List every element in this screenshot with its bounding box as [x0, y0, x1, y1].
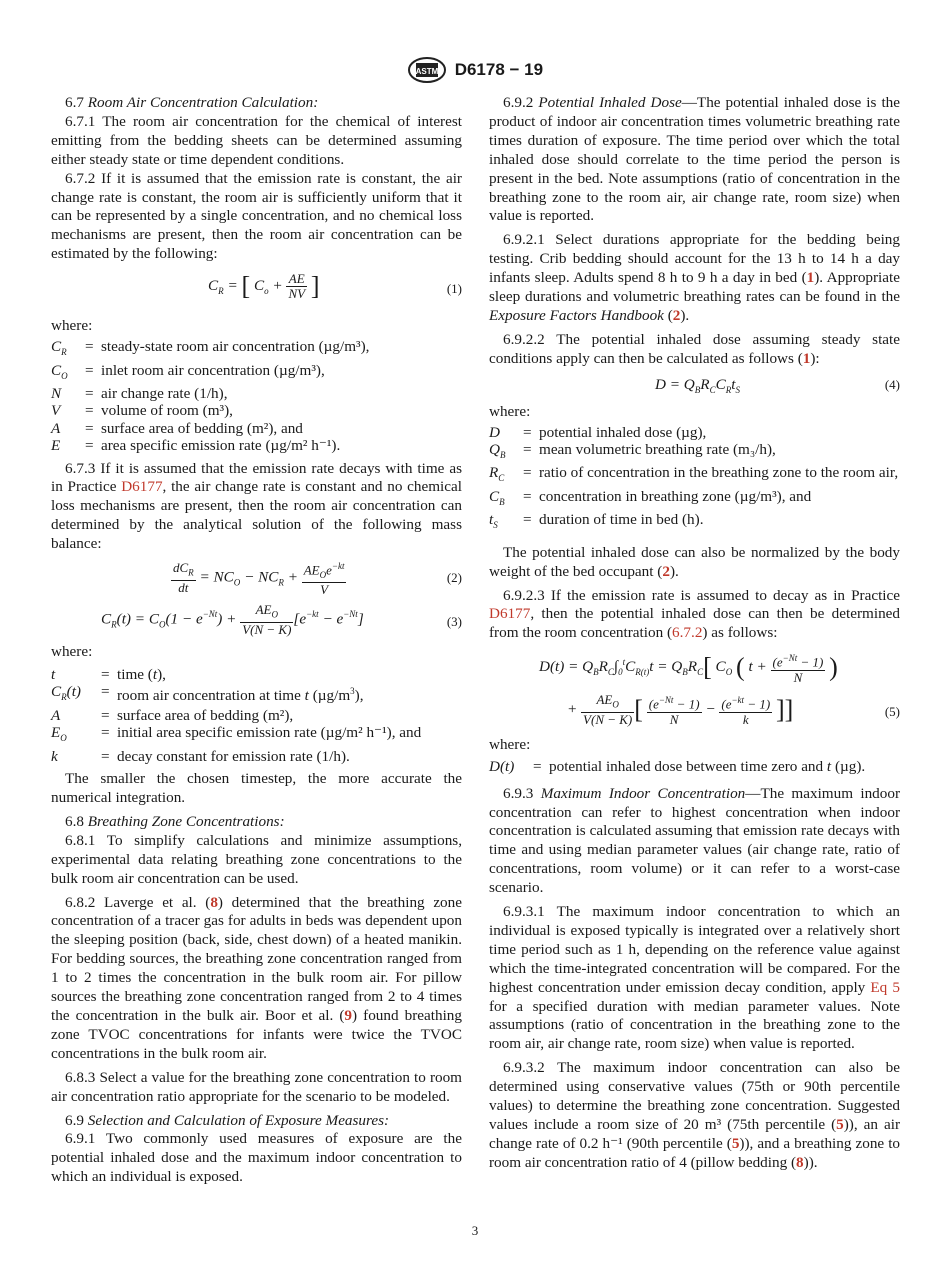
- ref-8-link[interactable]: 8: [210, 893, 218, 911]
- document-code: D6178 − 19: [454, 59, 544, 79]
- para-6-8-2: 6.8.2 Laverge et al. (8) determined that the breathing zone concentration of a tracer gas for adults in beds was dependent upon the sleeping position (back, side, chest down) of a heated manikin. For bedding sources, the breathing zone concentration ranged from 1 to 2 times the concentration in the bulk room air. For pillow sources the breathing zone concentration ranged from 2 to 4 times the concentration in the bulk air. Boor et al. (9) found breathing zone TVOC concentrations for infants were twice the TVOC concentrations in the bulk room air.: [51, 893, 462, 1062]
- var-row: $E_O$ = initial area specific emission rate (µg/m² h⁻¹), and: [51, 724, 422, 744]
- where-label-3: where:: [489, 402, 531, 420]
- var-row: k = decay constant for emission rate (1/h).: [51, 747, 350, 765]
- right-column: [489, 94, 900, 1173]
- variable-list-2: [51, 666, 421, 765]
- variable-list-1: [51, 338, 369, 455]
- var-row: D = potential inhaled dose (µg),: [489, 423, 707, 441]
- link-d6177[interactable]: D6177: [489, 605, 531, 623]
- para-6-7-1: 6.7.1 The room air concentration for the chemical of interest emitting from the bedding sheets can be determined assuming either steady state or time dependent conditions.: [51, 112, 462, 168]
- equation-1: $C_R$ = [ $C_o$ + $\frac{AE}{NV}$ ] (1): [208, 271, 462, 302]
- var-row: V = volume of room (m³),: [51, 402, 233, 420]
- para-6-9-2-2: 6.9.2.2 The potential inhaled dose assuming steady state conditions apply can then be calculated as follows (1):: [489, 330, 900, 367]
- para-6-9-1: 6.9.1 Two commonly used measures of exposure are the potential inhaled dose and the maximum indoor concentration to which an individual is exposed.: [51, 1130, 462, 1186]
- link-6-7-2[interactable]: 6.7.2: [672, 624, 703, 642]
- var-row: $C_R(t)$ = room air concentration at time t $(\mu g/m^3)$,: [51, 683, 364, 705]
- para-6-8-1: 6.8.1 To simplify calculations and minimize assumptions, experimental data relating breathing zone concentrations to the bulk room air concentration can be used.: [51, 831, 462, 887]
- var-row: N = air change rate (1/h),: [51, 384, 228, 402]
- section-6-8-heading: 6.8 Breathing Zone Concentrations:: [65, 812, 285, 830]
- ref-1-link[interactable]: 1: [806, 269, 815, 287]
- where-label-2: where:: [51, 643, 93, 661]
- link-eq-5[interactable]: Eq 5: [870, 978, 900, 996]
- where-label-4: where:: [489, 736, 531, 754]
- variable-list-3: [489, 424, 898, 535]
- equation-4: $D = Q_BR_CC_Rt_S$ (4): [655, 375, 900, 395]
- para-normalized: The potential inhaled dose can also be normalized by the body weight of the bed occupant (2).: [489, 543, 900, 580]
- ref-8-link[interactable]: 8: [796, 1153, 804, 1171]
- var-row: $C_O$ = inlet room air concentration (µg/m³),: [51, 361, 325, 381]
- ref-5-link[interactable]: 5: [836, 1116, 844, 1133]
- left-column: [51, 94, 462, 1187]
- para-timestep: The smaller the chosen timestep, the more accurate the numerical integration.: [51, 770, 462, 806]
- astm-logo-icon: [407, 56, 447, 84]
- var-row: $t_S$ = duration of time in bed (h).: [489, 511, 704, 531]
- var-row: $C_R$ = steady-state room air concentration (µg/m³),: [51, 338, 370, 358]
- section-6-9-heading: 6.9 Selection and Calculation of Exposure Measures:: [65, 1111, 390, 1129]
- var-row: $R_C$ = ratio of concentration in the breathing zone to the room air,: [489, 464, 899, 484]
- ref-2-link[interactable]: 2: [672, 306, 681, 324]
- var-row: A = surface area of bedding (m²),: [51, 706, 294, 724]
- ref-9-link[interactable]: 9: [344, 1006, 352, 1024]
- var-row: $C_B$ = concentration in breathing zone (µg/m³), and: [489, 487, 812, 507]
- para-6-8-3: 6.8.3 Select a value for the breathing zone concentration to room air concentration ratio appropriate for the scenario to be modeled.: [51, 1068, 462, 1105]
- ref-2-link[interactable]: 2: [662, 562, 670, 580]
- para-6-7-3: 6.7.3 If it is assumed that the emission rate decays with time as in Practice D6177, the air change rate is constant and no chemical loss mechanisms are present, then the room air concentration can determined by the analytical solution of the following mass balance:: [51, 459, 462, 553]
- equation-5: $D(t) = Q_BR_C\int_0^tC_{R(t)}t = Q_BR_C$[ $C_O$ ( t + $\frac{(e^{-Nt} - 1)}{N}$ ) + $\frac{AE_O}{V(N - K)}$ [ $\frac{(e^{-Nt} - 1)}{N}$ − $\frac{(e^{-kt} - 1)}{k}$ ]] (5): [539, 652, 900, 727]
- para-6-9-2-1: 6.9.2.1 Select durations appropriate for the bedding being testing. Crib bedding should account for the 13 h to 14 h a day infants sleep. Adults spend 8 h to 9 h a day in bed (1). Appropriate sleep durations and volumetric breathing rates can be found in the Exposure Factors Handbook (2).: [489, 231, 900, 324]
- equation-3: $C_R(t) = C_O(1 - e^{-Nt})$ + $\frac{AE_O}{V(N - K)}$ $[e^{-kt} - e^{-Nt}]$ (3): [101, 602, 462, 637]
- var-row: t = time (t),: [51, 666, 166, 683]
- para-6-9-2: 6.9.2 Potential Inhaled Dose—The potential inhaled dose is the product of indoor air concentration times volumetric breathing rate times duration of exposure. The time period over which the total inhaled dose should correlate to the time period the person is present in the bed. Note assumptions (ratio of concentration in the breathing zone to the room air, air change rate, room size) when value is reported.: [489, 94, 900, 225]
- where-label-1: where:: [51, 317, 93, 335]
- para-6-9-2-3: 6.9.2.3 If the emission rate is assumed to decay as in Practice D6177, then the potential inhaled dose can then be determined from the room concentration (6.7.2) as follows:: [489, 586, 900, 642]
- link-d6177[interactable]: D6177: [121, 478, 163, 496]
- section-6-7-heading: 6.7 Room Air Concentration Calculation:: [65, 94, 319, 111]
- var-row: $Q_B$ = mean volumetric breathing rate (m₃/h),: [489, 441, 776, 461]
- variable-list-4: [489, 758, 865, 775]
- var-row: E = area specific emission rate (µg/m² h⁻¹).: [51, 437, 341, 455]
- ref-5-link[interactable]: 5: [731, 1134, 740, 1152]
- para-6-9-3-2: 6.9.3.2 The maximum indoor concentration can also be determined using conservative values (75th or 90th percentile values) to determine the breathing zone concentration. Suggested values include a room size of 20 m³ (75th percentile (5)), an air change rate of 0.2 h⁻¹ (90th percentile (5)), and a breathing zone to room air concentration ratio of 4 (pillow bedding (8)).: [489, 1059, 901, 1171]
- ref-1-link[interactable]: 1: [802, 349, 811, 367]
- page-number: 3: [471, 1223, 479, 1238]
- para-6-7-2: 6.7.2 If it is assumed that the emission rate is constant, the air change rate is constant, the room air is sufficiently uniform that it can be represented by a single concentration, and no chemical loss mechanisms are present, then the room air concentration can be estimated by the following:: [51, 169, 462, 263]
- para-6-9-3-1: 6.9.3.1 The maximum indoor concentration to which an individual is exposed typically is integrated over a relatively short time period such as 1 h, depending on the reference value against which the time-integrated concentration will be compared. For the highest concentration under emission decay condition, apply Eq 5 for a specified duration with median parameter values. Note assumptions (ratio of concentration in the breathing zone to the room air, air change rate, room size) when value is reported.: [489, 903, 900, 1053]
- equation-2: $\frac{dC_R}{dt}$ = $NC_O - NC_R$ + $\frac{AE_Oe^{-kt}}{V}$ (2): [173, 560, 462, 598]
- para-6-9-3: 6.9.3 Maximum Indoor Concentration—The maximum indoor concentration can refer to highest concentration when indoor concentration is calculated assuming that emission rate decays with time and using median parameter values (air change rate, ratio of concentrations, room volume) or it can refer to a worst-case scenario.: [489, 784, 901, 897]
- var-row: D(t) = potential inhaled dose between time zero and t (µg).: [489, 758, 866, 776]
- var-row: A = surface area of bedding (m²), and: [51, 419, 303, 437]
- svg-text:ASTM: ASTM: [415, 67, 439, 76]
- page-header: [0, 56, 950, 84]
